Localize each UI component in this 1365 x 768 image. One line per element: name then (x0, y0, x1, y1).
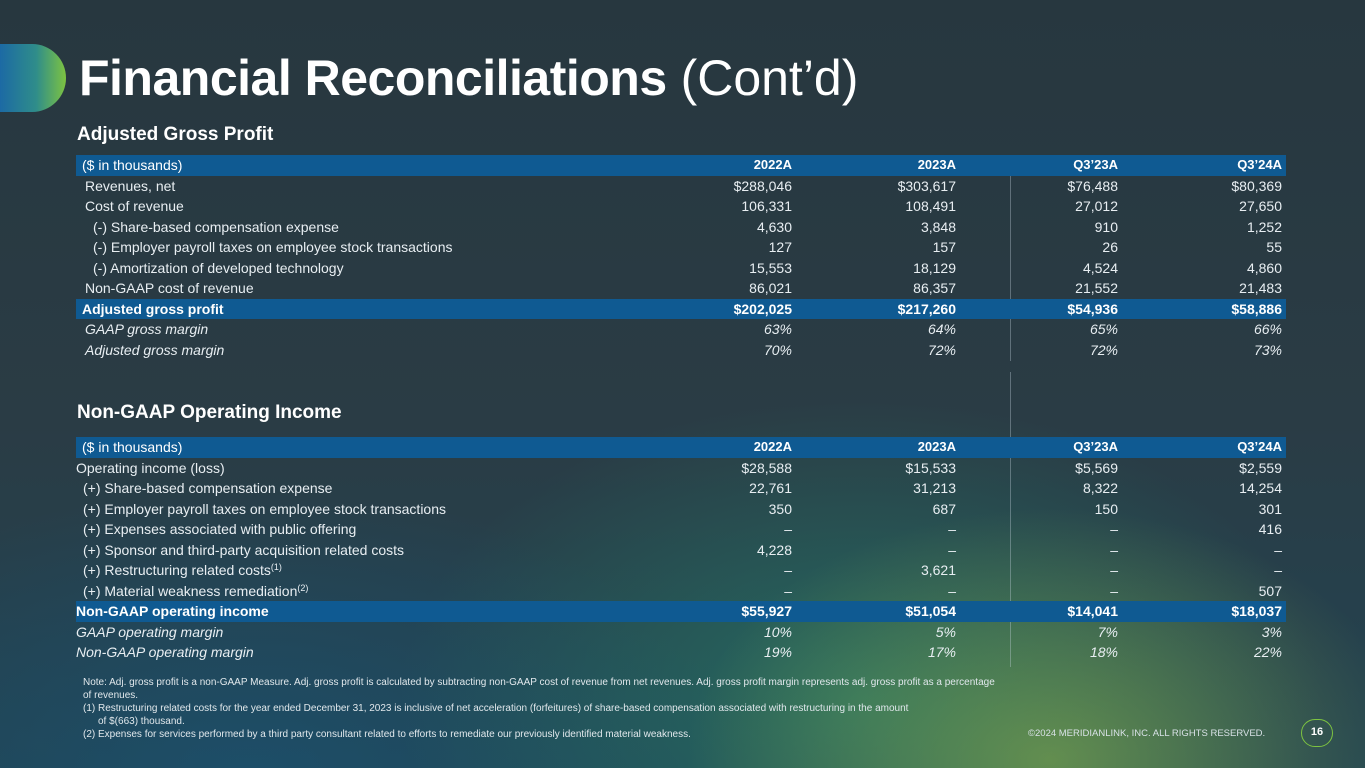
cell: $14,041 (1067, 603, 1118, 619)
cell: 108,491 (905, 198, 956, 214)
table-row (76, 278, 1286, 299)
footnotes (83, 676, 998, 741)
cell: $303,617 (897, 177, 956, 194)
row-label: (-) Amortization of developed technology (93, 259, 344, 276)
cell: 5% (935, 623, 956, 640)
col-header: 2022A (753, 439, 792, 454)
cell: 910 (1094, 218, 1118, 235)
unit-label: ($ in thousands) (82, 439, 183, 455)
table-row (76, 499, 1286, 520)
cell: 106,331 (741, 198, 792, 214)
table-row (76, 176, 1286, 197)
table-header (76, 155, 1286, 176)
cell: 3% (1261, 623, 1282, 640)
note-main: Note: Adj. gross profit is a non-GAAP Measure. Adj. gross profit is calculated by subtracting non-GAAP cost of revenue from net revenues. Adj. gross profit margin represents adj. gross profit as a percentage of revenues. (83, 677, 995, 701)
row-label: (+) Employer payroll taxes on employee stock transactions (83, 500, 446, 517)
unit-label: ($ in thousands) (82, 157, 183, 173)
row-label: (+) Sponsor and third-party acquisition related costs (83, 541, 404, 558)
row-label: Non-GAAP cost of revenue (85, 280, 254, 296)
cell: 64% (927, 321, 956, 337)
row-label: Non-GAAP operating margin (76, 644, 254, 660)
cell: 301 (1258, 500, 1282, 517)
table-row (76, 622, 1286, 643)
cell: 65% (1089, 321, 1118, 337)
table-row (76, 540, 1286, 561)
row-label: (-) Employer payroll taxes on employee stock transactions (93, 239, 453, 255)
cell: $5,569 (1075, 459, 1118, 476)
col-header: Q3’23A (1073, 157, 1118, 172)
gross-profit-table (76, 155, 1286, 360)
table-row-highlight (76, 601, 1286, 622)
cell: – (1110, 582, 1118, 599)
cell: 21,552 (1075, 280, 1118, 296)
cell: $54,936 (1067, 300, 1118, 317)
footnote-marker: (1) (270, 562, 282, 572)
cell: 127 (768, 239, 792, 255)
cell: 1,252 (1246, 218, 1282, 235)
cell: $55,927 (741, 603, 792, 619)
table-header (76, 437, 1286, 458)
table-row (76, 196, 1286, 217)
section-title-operating-income: Non-GAAP Operating Income (77, 402, 342, 423)
cell: 73% (1253, 341, 1282, 358)
cell: 63% (763, 321, 792, 337)
footnote-marker: (2) (297, 582, 309, 593)
cell: 3,621 (920, 562, 956, 578)
row-label: (+) Expenses associated with public offering (83, 521, 357, 537)
cell: 4,630 (756, 218, 792, 235)
cell: $58,886 (1231, 300, 1282, 317)
cell: 4,228 (756, 541, 792, 558)
col-header: 2023A (917, 439, 956, 454)
title-accent-tab (0, 44, 66, 112)
cell: 687 (932, 500, 956, 517)
cell: 70% (763, 341, 792, 358)
page-title-suffix: (Cont’d) (680, 50, 859, 106)
table-row (76, 642, 1286, 663)
cell: 86,357 (913, 280, 956, 296)
cell: 15,553 (749, 259, 792, 276)
cell: – (1110, 541, 1118, 558)
cell: 17% (927, 644, 956, 660)
cell: $76,488 (1067, 177, 1118, 194)
column-divider (1010, 372, 1011, 439)
table-row (76, 478, 1286, 499)
cell: 150 (1094, 500, 1118, 517)
cell: 86,021 (749, 280, 792, 296)
cell: $51,054 (905, 603, 956, 619)
cell: 22% (1253, 644, 1282, 660)
cell: 7% (1097, 623, 1118, 640)
row-label: Revenues, net (85, 177, 176, 194)
cell: 21,483 (1239, 280, 1282, 296)
cell: 55 (1266, 239, 1282, 255)
cell: 157 (932, 239, 956, 255)
cell: – (784, 562, 792, 578)
cell: 350 (768, 500, 792, 517)
cell: – (948, 521, 956, 537)
table-row (76, 340, 1286, 361)
col-header: Q3’24A (1237, 157, 1282, 172)
cell: 507 (1258, 582, 1282, 599)
table-row (76, 217, 1286, 238)
row-label: (-) Share-based compensation expense (93, 218, 339, 235)
table-row (76, 258, 1286, 279)
row-label-text: (+) Material weakness remediation (83, 582, 298, 599)
cell: 8,322 (1082, 480, 1118, 496)
cell: 27,012 (1075, 198, 1118, 214)
cell: – (1274, 541, 1282, 558)
table-row (76, 319, 1286, 340)
cell: $28,588 (741, 459, 792, 476)
cell: – (784, 521, 792, 537)
cell: 3,848 (920, 218, 956, 235)
cell: 4,524 (1082, 259, 1118, 276)
cell: 18,129 (913, 259, 956, 276)
row-label: Operating income (loss) (76, 459, 225, 476)
copyright: ©2024 MERIDIANLINK, INC. ALL RIGHTS RESERVED. (1028, 728, 1266, 739)
cell: $80,369 (1231, 177, 1282, 194)
note-2: (2) Expenses for services performed by a third party consultant related to efforts to remediate our previously identified material weakness. (83, 729, 691, 740)
table-row (76, 581, 1286, 602)
cell: – (1110, 562, 1118, 578)
cell: $217,260 (897, 300, 956, 317)
col-header: 2023A (917, 157, 956, 172)
row-label (83, 560, 282, 581)
cell: 4,860 (1246, 259, 1282, 276)
table-row (76, 237, 1286, 258)
table-row-highlight (76, 299, 1286, 320)
cell: – (1110, 521, 1118, 537)
cell: 31,213 (913, 480, 956, 496)
cell: 416 (1258, 521, 1282, 537)
cell: – (784, 582, 792, 599)
cell: 10% (763, 623, 792, 640)
note-1: (1) Restructuring related costs for the year ended December 31, 2023 is inclusive of net acceleration (forfeitures) of share-based compensation associated with restructuring in the amount (83, 703, 909, 714)
row-label-text: (+) Restructuring related costs (83, 562, 271, 578)
page-title (79, 44, 858, 112)
row-label: GAAP gross margin (85, 321, 209, 337)
cell: $288,046 (733, 177, 792, 194)
row-label: (+) Share-based compensation expense (83, 480, 333, 496)
row-label: Cost of revenue (85, 198, 184, 214)
cell: 14,254 (1239, 480, 1282, 496)
table-row (76, 560, 1286, 581)
note-1-continued: of $(663) thousand. (98, 716, 185, 727)
cell: 22,761 (749, 480, 792, 496)
cell: 19% (763, 644, 792, 660)
cell: $202,025 (733, 300, 792, 317)
col-header: 2022A (753, 157, 792, 172)
cell: 72% (1089, 341, 1118, 358)
cell: – (1274, 562, 1282, 578)
row-label: Adjusted gross profit (82, 300, 224, 317)
col-header: Q3’23A (1073, 439, 1118, 454)
cell: 18% (1089, 644, 1118, 660)
col-header: Q3’24A (1237, 439, 1282, 454)
row-label: GAAP operating margin (76, 623, 224, 640)
table-row (76, 519, 1286, 540)
table-row (76, 458, 1286, 479)
cell: – (948, 582, 956, 599)
page-number: 16 (1301, 719, 1333, 747)
row-label: Non-GAAP operating income (76, 603, 269, 619)
row-label (83, 581, 308, 602)
page-title-bold: Financial Reconciliations (79, 50, 667, 106)
cell: 66% (1253, 321, 1282, 337)
row-label: Adjusted gross margin (85, 341, 225, 358)
cell: 72% (927, 341, 956, 358)
cell: $2,559 (1239, 459, 1282, 476)
cell: 26 (1102, 239, 1118, 255)
cell: $15,533 (905, 459, 956, 476)
operating-income-table (76, 437, 1286, 663)
cell: 27,650 (1239, 198, 1282, 214)
cell: – (948, 541, 956, 558)
cell: $18,037 (1231, 603, 1282, 619)
section-title-gross-profit: Adjusted Gross Profit (77, 124, 274, 145)
